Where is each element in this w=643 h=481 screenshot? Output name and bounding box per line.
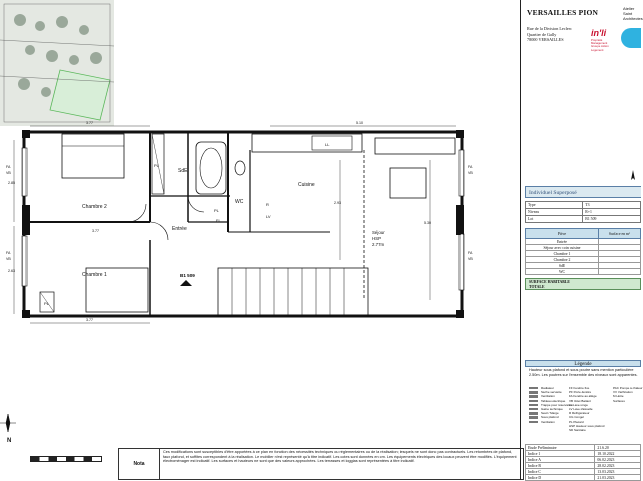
legend-swatch-icon [529, 408, 538, 410]
legend-item: Ventilation [529, 420, 573, 424]
fixture-lv: LV [266, 214, 271, 219]
fixture-pl1: PL [154, 163, 159, 168]
dim-bottom: 3.77 [86, 318, 93, 322]
lot-tag: B1 509 [180, 273, 195, 278]
dim-sejour-1: 2.93 [334, 201, 341, 205]
compass-letter: N [7, 438, 12, 444]
legend-item: CG Congel [569, 415, 584, 420]
window-tag-left-vb: VB [6, 171, 11, 175]
sejour-hsp: HSP [372, 236, 382, 241]
window-tag-left2-fa: FA [6, 251, 11, 255]
surface-habitable: SURFACE HABITABLE TOTALE [525, 278, 641, 290]
legend-item: PF Porte-fenêtre [569, 390, 592, 395]
dim-sejour-2: 5.30 [424, 221, 431, 225]
legend-item: M Hotte [613, 394, 624, 399]
compass-rose-icon [0, 414, 16, 432]
table-header-row: Pièce Surface en m² [526, 229, 641, 239]
address-line: Quartier de Gally [527, 31, 557, 37]
legend-item: Surfaces [613, 398, 625, 403]
room-label-entree: Entrée [172, 226, 187, 232]
firm-name: Atelier Saint Architectes [623, 6, 643, 21]
legend-item: Sèche serviette [529, 390, 573, 394]
legend-item: HSP Hauteur sous plafond [569, 423, 605, 428]
table-row: Indice D 21.03.2023 [526, 475, 641, 481]
legend-swatch-icon [529, 416, 538, 418]
legend-item: Trappe pour réservation [529, 403, 573, 407]
legend-item: SD Sanitaire [569, 428, 586, 433]
table-row: Niveau R+1 [526, 209, 641, 216]
notes-header: Nota [119, 449, 160, 479]
table-row: Type T3 [526, 202, 641, 209]
inli-logo-sub: Propriété Management Groupe Action Logement [591, 38, 609, 52]
window-tag-right2-fa: FA [468, 251, 473, 255]
fixture-pl3: PL [214, 208, 219, 213]
north-arrow-icon [628, 170, 638, 180]
info-table [525, 201, 641, 223]
table-row: Indice 1 18.10.2022 [526, 451, 641, 457]
table-row: Indice B 28.02.2023 [526, 463, 641, 469]
window-tag-right-vb: VB [468, 171, 473, 175]
legend-item: R Réfrigérateur [569, 411, 590, 416]
partner-logo [621, 28, 641, 48]
legend-swatch-icon [529, 391, 538, 393]
legend-item: Sous plafond [529, 415, 573, 419]
room-label-chambre2: Chambre 2 [82, 204, 107, 210]
legend-item: Ventilation [529, 394, 573, 398]
legend-swatch-icon [529, 421, 538, 423]
table-row: Indice C 13.03.2023 [526, 469, 641, 475]
legend-item: Radiateur [529, 386, 573, 390]
legend-item: Tableau électrique [529, 399, 573, 403]
table-row: Chambre 1 [526, 251, 641, 257]
table-row: WC [526, 269, 641, 275]
table-row: Entrée [526, 239, 641, 245]
revision-table [525, 444, 641, 481]
legend-title: Légende [525, 360, 641, 367]
room-label-sde: SdE [178, 168, 188, 174]
legend-item: LL Lave-Linge [569, 402, 588, 407]
legend-col-3 [613, 386, 642, 403]
table-row: Chambre 2 [526, 257, 641, 263]
title-block [520, 0, 641, 480]
room-label-sejour: Séjour [372, 230, 385, 235]
table-row: Séjour avec coin cuisine [526, 245, 641, 251]
project-address [527, 26, 572, 43]
legend-item: FF Fenêtre fixe [569, 386, 590, 390]
outer-wall [24, 132, 462, 316]
info-title: Individuel Superposé [525, 186, 641, 198]
fixture-ll: LL [325, 142, 330, 147]
window-tag-left2-vb: VB [6, 257, 11, 261]
dim-top-left: 3.77 [86, 121, 93, 125]
dim-top-right: 5.10 [356, 121, 363, 125]
notes-box [118, 448, 524, 480]
sejour-height: 2.77m [372, 242, 385, 247]
inli-logo [591, 28, 615, 52]
dim-left-ch1: 2.63 [8, 269, 15, 273]
fixture-r: R [266, 202, 269, 207]
legend-item: PL Placard [569, 419, 584, 424]
window-tag-right-fa: FA [468, 165, 473, 169]
dim-left-ch2: 2.85 [8, 181, 15, 185]
legend-swatch-icon [529, 395, 538, 397]
table-row: Indice A 06.02.2023 [526, 457, 641, 463]
address-line: 78000 VERSAILLES [527, 37, 564, 43]
project-name: VERSAILLES PION [527, 8, 599, 17]
window-tag-right2-vb: VB [468, 257, 473, 261]
table-row: Etude Préliminaire 21.6.20 [526, 445, 641, 451]
surface-table [525, 228, 641, 275]
room-label-wc: WC [235, 199, 244, 205]
legend-swatch-icon [529, 387, 538, 389]
room-label-chambre1: Chambre 1 [82, 272, 107, 278]
notes-text: Ces modifications sont susceptibles d'être apportées à ce plan en fonction des nécessités techniques ou réglementaires ou de la réalisation; lesquels ne sont donc pas contractuels. Les retombées de plafond, faux plafond, et soffites correspondent à la réalisation. Le mobilier n'est représenté qu'à titre indicatif. Les cotes sont données en cm. Les équipements électriques des locaux peuvent être modifiés. L'équipement électroménager est indicatif. Les surfaces et hauteurs ne sont que des valeurs approchées. Les terrasses et loggias sont représentées à titre indicatif. [163, 450, 517, 464]
legend-item: Gaine technique [529, 407, 573, 411]
dim-entree: 3.77 [92, 229, 99, 233]
legend-note: Hauteur sous plafond et sous poutre sans mention particulière 2.50m. Les poutres sur l'ensemble des niveaux sont apparentes. [529, 368, 638, 377]
legend-col-2 [569, 386, 604, 432]
table-row: SdE [526, 263, 641, 269]
address-line: Rue de la Division Leclerc [527, 26, 572, 31]
scale-bar [30, 456, 102, 462]
fixture-pl2: PL [44, 301, 49, 306]
legend-item: LV Lave-Vaisselle [569, 407, 593, 412]
legend-col-1 [529, 386, 573, 424]
table-row: Lot B1 509 [526, 216, 641, 223]
inli-logo-text: in'li [591, 28, 607, 38]
legend-swatch-icon [529, 400, 538, 402]
window-tag-left-fa: FA [6, 165, 11, 169]
legend-swatch-icon [529, 412, 538, 414]
legend-item: FA Fenêtre au allège [569, 394, 597, 399]
legend-swatch-icon [529, 404, 538, 406]
legend-item: Seuil / Marge [529, 411, 573, 415]
legend-item: VV Vérification [613, 390, 633, 395]
legend-item: PAC Pompe à chaleur [613, 386, 643, 390]
fixture-fl: FL [216, 218, 221, 223]
legend-item: VB Volet Battant [569, 398, 591, 403]
room-label-cuisine: Cuisine [298, 182, 315, 188]
